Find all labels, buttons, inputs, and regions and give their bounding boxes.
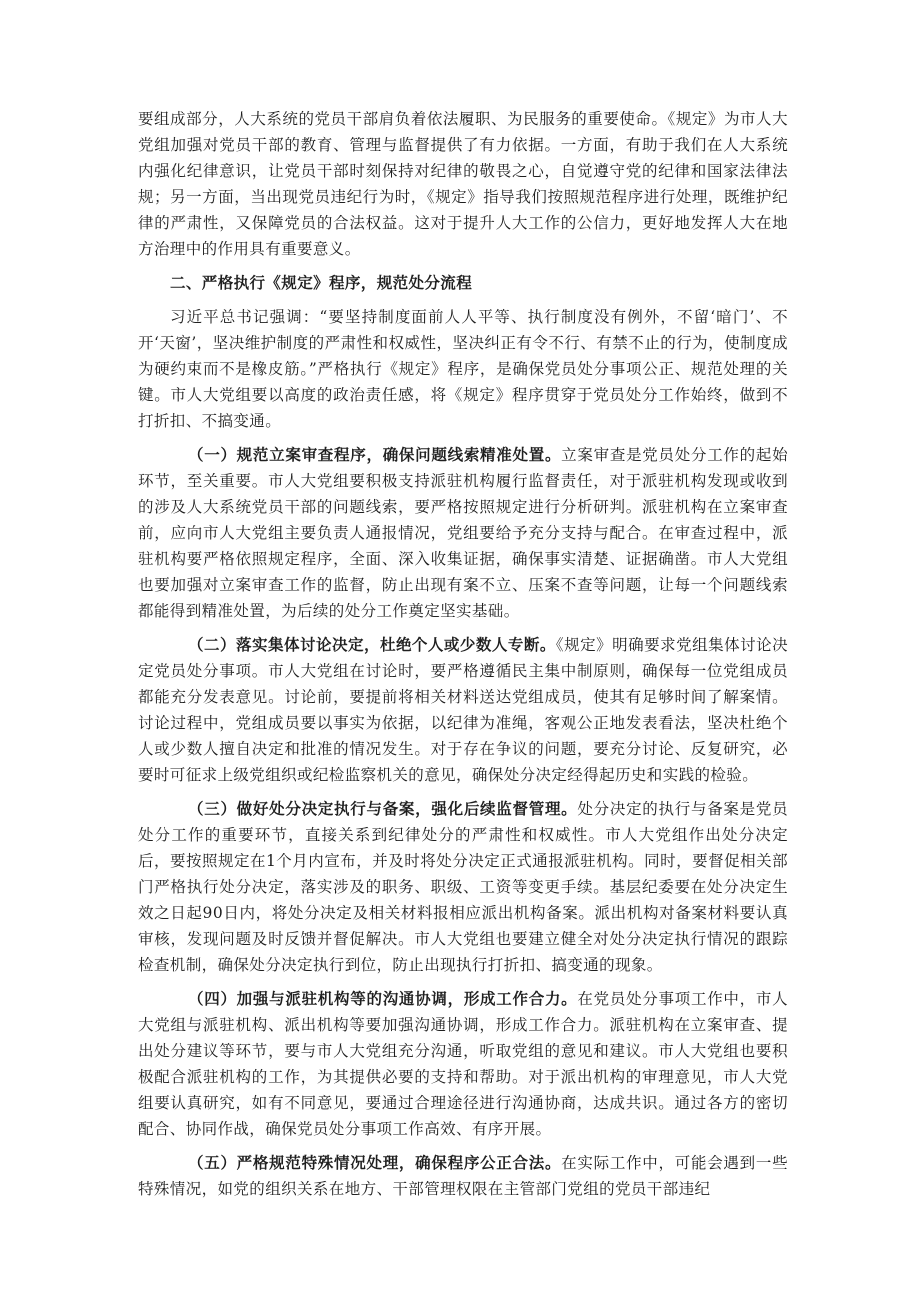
item-paragraph-3 <box>138 796 788 978</box>
document-page <box>138 106 788 1210</box>
section-heading: 二、严格执行《规定》程序，规范处分流程 <box>170 273 473 292</box>
item-paragraph-4 <box>138 986 788 1142</box>
item-lead-1: （一）规范立案审查程序，确保问题线索精准处置。 <box>188 445 562 464</box>
intro-paragraph: 要组成部分，人大系统的党员干部肩负着依法履职、为民服务的重要使命。《规定》为市人大党组加强对党员干部的教育、管理与监督提供了有力依据。一方面，有助于我们在人大系统内强化纪律意识，让党员干部时刻保持对纪律的敬畏之心，自觉遵守党的纪律和国家法律法规；另一方面，当出现党员违纪行为时，《规定》指导我们按照规范程序进行处理，既维护纪律的严肃性，又保障党员的合法权益。这对于提升人大工作的公信力，更好地发挥人大在地方治理中的作用具有重要意义。 <box>138 110 788 258</box>
item-lead-3: （三）做好处分决定执行与备案，强化后续监督管理。 <box>188 799 578 818</box>
item-body-2: 《规定》明确要求党组集体讨论决定党员处分事项。市人大党组在讨论时，要严格遵循民主集中制原则，确保每一位党组成员都能充分发表意见。讨论前，要提前将相关材料送达党组成员，使其有足够时间了解案情。讨论过程中，党组成员要以事实为依据，以纪律为准绳，客观公正地发表看法，坚决杜绝个人或少数人擅自决定和批准的情况发生。对于存在争议的问题，要充分讨论、反复研究，必要时可征求上级党组织或纪检监察机关的意见，确保处分决定经得起历史和实践的检验。 <box>138 636 788 784</box>
item-body-3: 处分决定的执行与备案是党员处分工作的重要环节，直接关系到纪律处分的严肃性和权威性。市人大党组作出处分决定后，要按照规定在1个月内宣布，并及时将处分决定正式通报派驻机构。同时，要督促相关部门严格执行处分决定，落实涉及的职务、职级、工资等变更手续。基层纪委要在处分决定生效之日起90日内，将处分决定及相关材料报相应派出机构备案。派出机构对备案材料要认真审核，发现问题及时反馈并督促解决。市人大党组也要建立健全对处分决定执行情况的跟踪检查机制，确保处分决定执行到位，防止出现执行打折扣、搞变通的现象。 <box>138 800 789 974</box>
item-paragraph-1 <box>138 442 788 624</box>
item-lead-4: （四）加强与派驻机构等的沟通协调，形成工作合力。 <box>188 989 578 1008</box>
item-body-4: 在党员处分事项工作中，市人大党组与派驻机构、派出机构等要加强沟通协调，形成工作合力。派驻机构在立案审查、提出处分建议等环节，要与市人大党组充分沟通，听取党组的意见和建议。市人大党组也要积极配合派驻机构的工作，为其提供必要的支持和帮助。对于派出机构的审理意见，市人大党组要认真研究，如有不同意见，要通过合理途径进行沟通协商，达成共识。通过各方的密切配合、协同作战，确保党员处分事项工作高效、有序开展。 <box>138 990 789 1138</box>
item-paragraph-2 <box>138 632 788 788</box>
section-intro-paragraph: 习近平总书记强调：“要坚持制度面前人人平等、执行制度没有例外，不留‘暗门’、不开‘天窗’，坚决维护制度的严肃性和权威性，坚决纠正有令不行、有禁不止的行为，使制度成为硬约束而不是橡皮筋。”严格执行《规定》程序，是确保党员处分事项公正、规范处理的关键。市人大党组要以高度的政治责任感，将《规定》程序贯穿于党员处分工作始终，做到不打折扣、不搞变通。 <box>138 308 788 430</box>
item-paragraph-5 <box>138 1150 788 1202</box>
item-lead-2: （二）落实集体讨论决定，杜绝个人或少数人专断。 <box>188 635 556 654</box>
item-body-5: 在实际工作中，可能会遇到一些特殊情况，如党的组织关系在地方、干部管理权限在主管部门党组的党员干部违纪 <box>138 1154 788 1198</box>
item-lead-5: （五）严格规范特殊情况处理，确保程序公正合法。 <box>188 1153 562 1172</box>
item-body-1: 立案审查是党员处分工作的起始环节，至关重要。市人大党组要积极支持派驻机构履行监督责任，对于派驻机构发现或收到的涉及人大系统党员干部的问题线索，要严格按照规定进行分析研判。派驻机构在立案审查前，应向市人大党组主要负责人通报情况，党组要给予充分支持与配合。在审查过程中，派驻机构要严格依照规定程序，全面、深入收集证据，确保事实清楚、证据确凿。市人大党组也要加强对立案审查工作的监督，防止出现有案不立、压案不查等问题，让每一个问题线索都能得到精准处置，为后续的处分工作奠定坚实基础。 <box>138 446 788 620</box>
